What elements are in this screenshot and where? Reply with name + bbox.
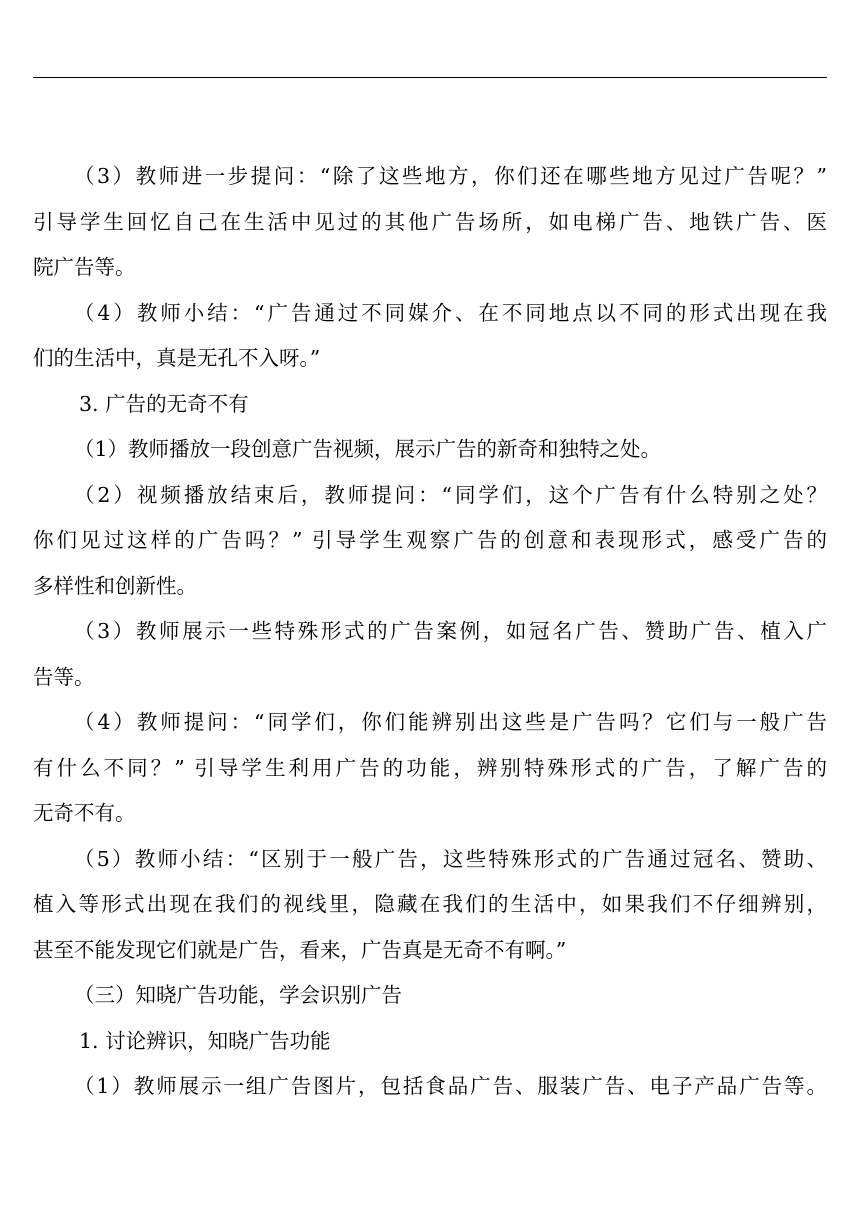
paragraph-line: （5）教师小结：“区别于一般广告，这些特殊形式的广告通过冠名、赞助、 — [74, 846, 827, 871]
paragraph-line: （1）教师展示一组广告图片，包括食品广告、服装广告、电子产品广告等。 — [74, 1074, 827, 1098]
paragraph-line: 院广告等。 — [33, 255, 136, 279]
header-rule — [33, 77, 827, 78]
paragraph-line: （4）教师小结：“广告通过不同媒介、在不同地点以不同的形式出现在我 — [74, 300, 827, 325]
paragraph-line: 引导学生回忆自己在生活中见过的其他广告场所，如电梯广告、地铁广告、医 — [33, 209, 827, 234]
section-heading: 1. 讨论辨识，知晓广告功能 — [79, 1028, 331, 1053]
paragraph-line: 们的生活中，真是无孔不入呀。” — [33, 346, 321, 370]
paragraph-line: 甚至不能发现它们就是广告，看来，广告真是无奇不有啊。” — [33, 937, 567, 962]
paragraph-line: 有什么不同？” 引导学生利用广告的功能，辨别特殊形式的广告，了解广告的 — [33, 755, 827, 780]
paragraph-line: 无奇不有。 — [33, 801, 136, 825]
paragraph-line: 你们见过这样的广告吗？” 引导学生观察广告的创意和表现形式，感受广告的 — [33, 528, 827, 552]
document-body — [33, 154, 827, 1110]
paragraph-line: 植入等形式出现在我们的视线里，隐藏在我们的生活中，如果我们不仔细辨别， — [33, 892, 827, 916]
paragraph-line: （3）教师进一步提问：“除了这些地方，你们还在哪些地方见过广告呢？” — [74, 164, 827, 188]
paragraph-line: 多样性和创新性。 — [33, 573, 197, 598]
paragraph-line: （1）教师播放一段创意广告视频，展示广告的新奇和独特之处。 — [74, 437, 662, 461]
paragraph-line: （2）视频播放结束后，教师提问：“同学们，这个广告有什么特别之处？ — [74, 482, 827, 507]
section-heading: （三）知晓广告功能，学会识别广告 — [74, 983, 402, 1007]
section-heading: 3. 广告的无奇不有 — [79, 391, 249, 416]
paragraph-line: （4）教师提问：“同学们，你们能辨别出这些是广告吗？它们与一般广告 — [74, 710, 827, 734]
paragraph-line: 告等。 — [33, 664, 95, 689]
paragraph-line: （3）教师展示一些特殊形式的广告案例，如冠名广告、赞助广告、植入广 — [74, 619, 827, 643]
